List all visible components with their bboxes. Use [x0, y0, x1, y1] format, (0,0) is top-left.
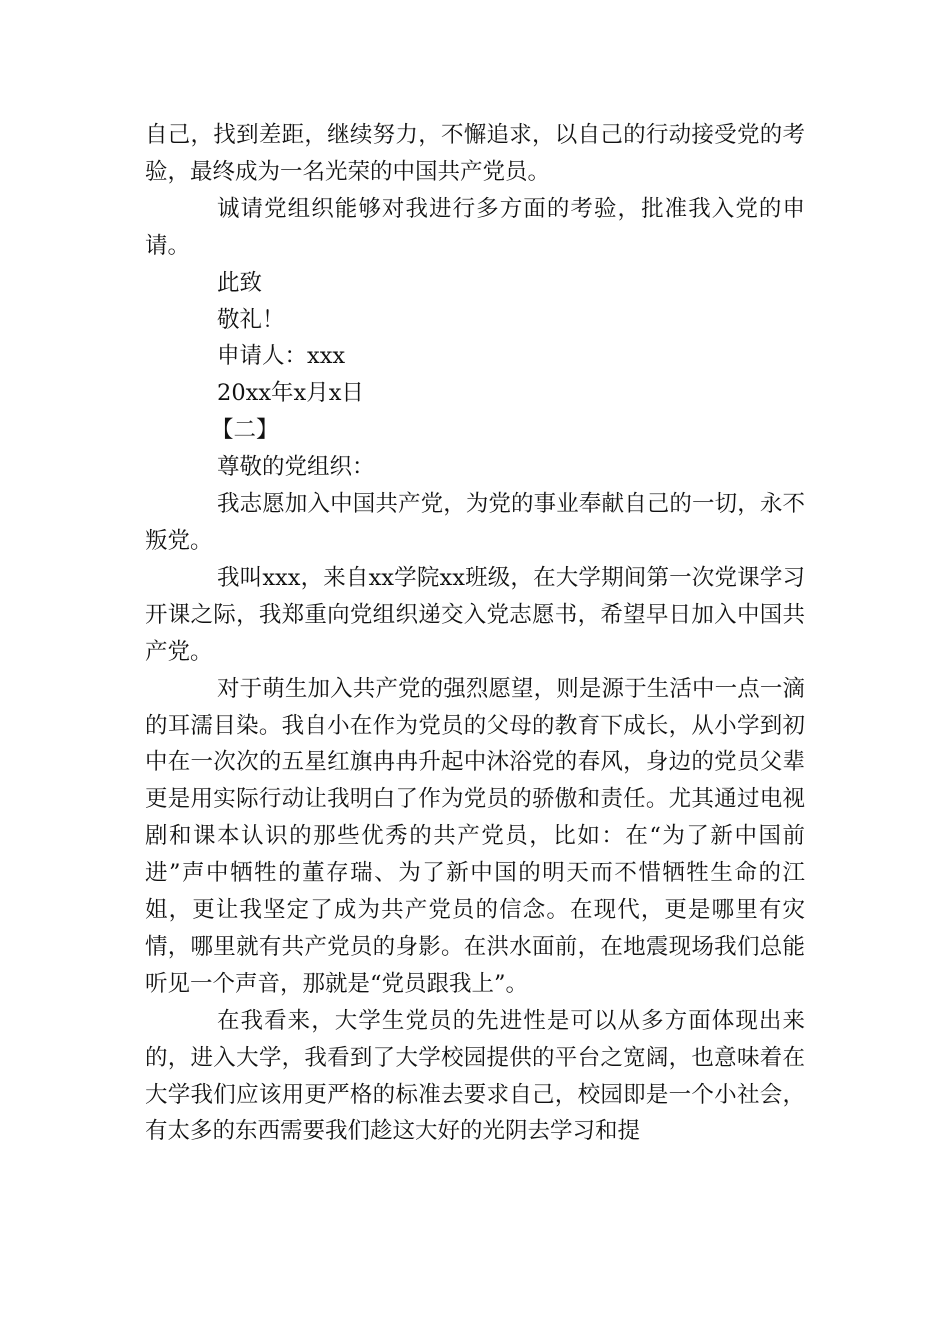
paragraph-request: 诚请党组织能够对我进行多方面的考验，批准我入党的申请。 — [145, 195, 805, 259]
closing-line-2: 敬礼！ — [217, 306, 285, 333]
salutation: 尊敬的党组织： — [217, 454, 375, 481]
paragraph-motivation: 对于萌生加入共产党的强烈愿望，则是源于生活中一点一滴的耳濡目染。我自小在作为党员的父母的教育下成长，从小学到初中在一次次的五星红旗冉冉升起中沐浴党的春风，身边的党员父辈更是用实际行动让我明白了作为党员的骄傲和责任。尤其通过电视剧和课本认识的那些优秀的共产党员，比如：在“为了新中国前进”声中牺牲的董存瑞、为了新中国的明天而不惜牺牲生命的江姐，更让我坚定了成为共产党员的信念。在现代，更是哪里有灾情，哪里就有共产党员的身影。在洪水面前，在地震现场我们总能听见一个声音，那就是“党员跟我上”。 — [145, 675, 805, 997]
paragraph-pledge: 我志愿加入中国共产党，为党的事业奉献自己的一切，永不叛党。 — [145, 491, 805, 554]
applicant-line: 申请人：xxx — [217, 343, 346, 370]
document-page — [145, 117, 805, 1150]
section-heading: 【二】 — [211, 417, 279, 444]
date-line: 20xx年x月x日 — [217, 380, 364, 407]
paragraph-introduction: 我叫xxx，来自xx学院xx班级，在大学期间第一次党课学习开课之际，我郑重向党组织递交入党志愿书，希望早日加入中国共产党。 — [145, 564, 805, 665]
paragraph-university: 在我看来，大学生党员的先进性是可以从多方面体现出来的，进入大学，我看到了大学校园提供的平台之宽阔，也意味着在大学我们应该用更严格的标准去要求自己，校园即是一个小社会，有太多的东西需要我们趁这大好的光阴去学习和提 — [145, 1007, 805, 1145]
closing-line-1: 此致 — [217, 269, 263, 296]
paragraph-continuation: 自己，找到差距，继续努力，不懈追求，以自己的行动接受党的考验，最终成为一名光荣的中国共产党员。 — [145, 122, 805, 185]
